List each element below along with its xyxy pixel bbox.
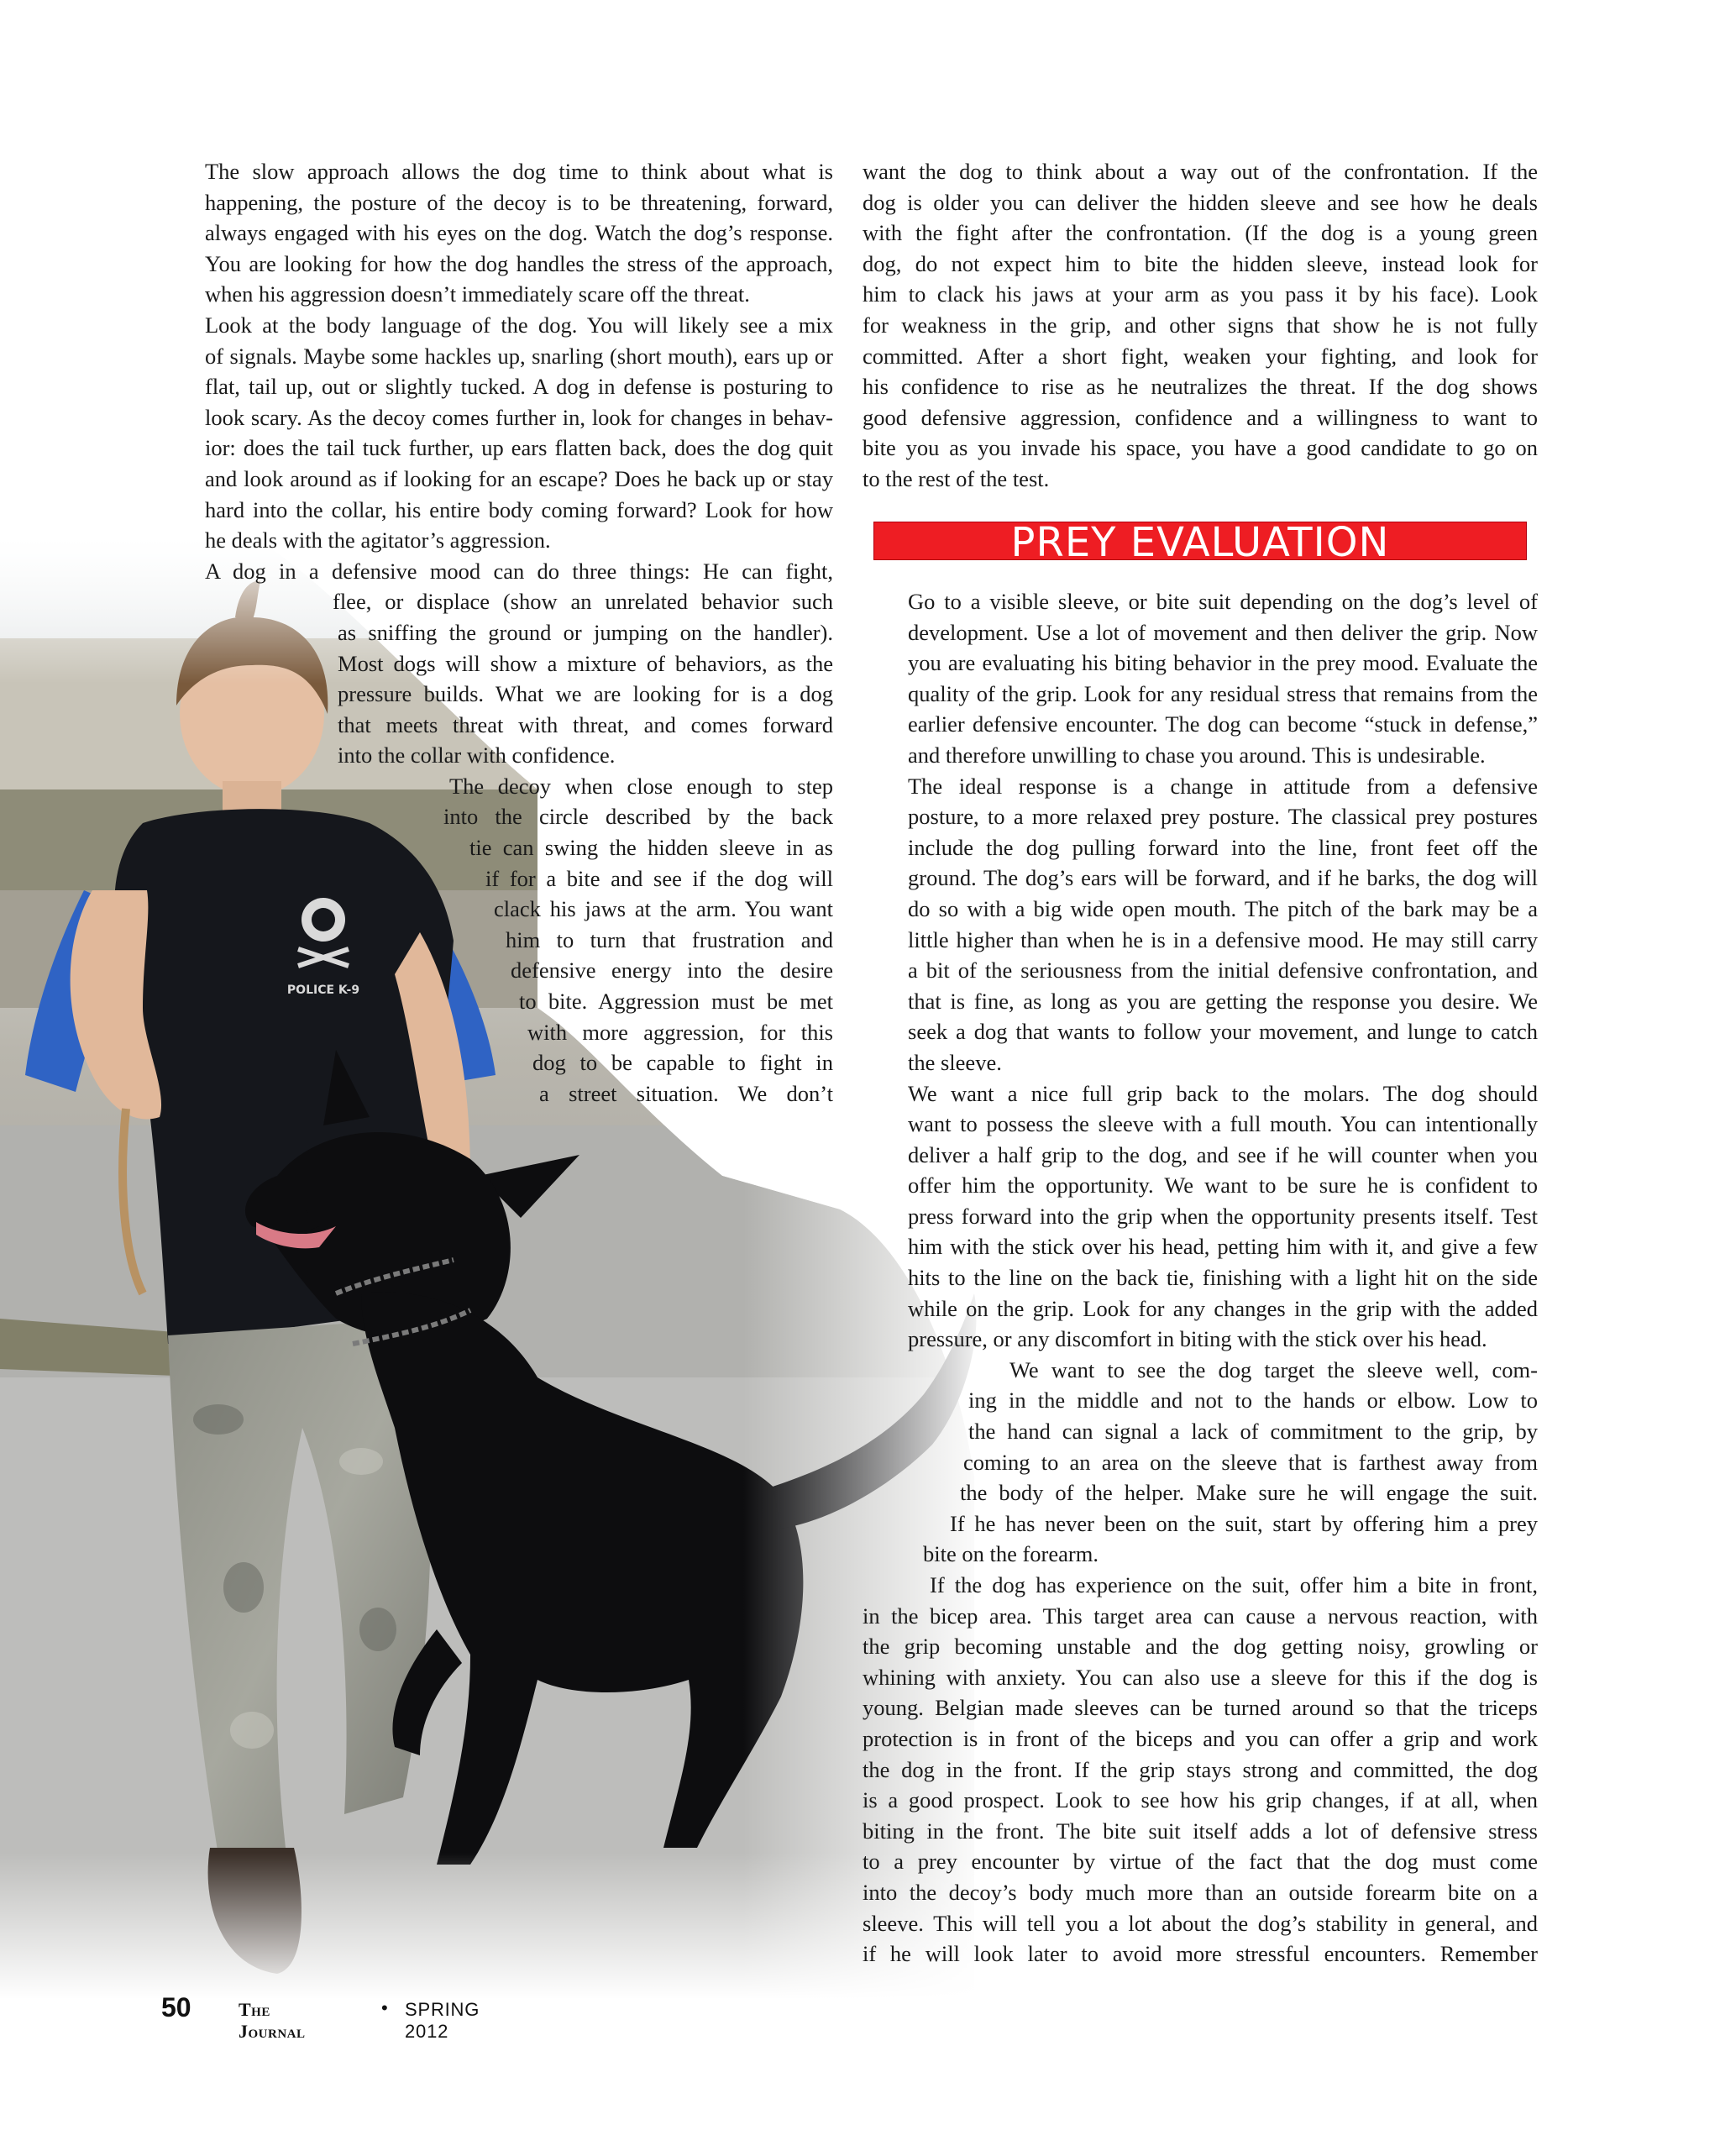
- text-line: into the collar with confidence.: [338, 742, 616, 769]
- text-line: with more aggression, for this: [527, 1019, 833, 1045]
- text-line: posture, to a more relaxed prey posture. The classical prey postures: [908, 804, 1538, 830]
- text-line: A dog in a defensive mood can do three things: He can fight,: [205, 558, 833, 584]
- text-line: The slow approach allows the dog time to think about what is: [205, 159, 833, 184]
- text-line: happening, the posture of the decoy is to be threatening, forward,: [205, 189, 833, 215]
- text-line: ing in the middle and not to the hands or elbow. Low to: [968, 1387, 1538, 1414]
- text-line: into the decoy’s body much more than an outside forearm bite on a: [863, 1879, 1538, 1905]
- text-line: and look around as if looking for an escape? Does he back up or stay: [205, 465, 833, 491]
- text-line: with the fight after the confrontation. (If the dog is a young green: [863, 220, 1538, 246]
- text-line: the sleeve.: [908, 1049, 1002, 1075]
- text-line: into the circle described by the back: [443, 804, 833, 830]
- text-line: to bite. Aggression must be met: [519, 989, 833, 1015]
- text-line: flee, or displace (show an unrelated behavior such: [333, 589, 833, 615]
- text-line: defensive energy into the desire: [511, 957, 833, 984]
- text-line: Most dogs will show a mixture of behaviors, as the: [338, 650, 833, 676]
- text-line: clack his jaws at the arm. You want: [494, 896, 833, 922]
- text-line: while on the grip. Look for any changes in the grip with the added: [908, 1295, 1538, 1321]
- text-line: seek a dog that wants to follow your movement, and lunge to catch: [908, 1019, 1538, 1045]
- right-paragraph-6: [863, 1570, 1538, 1970]
- text-line: want the dog to think about a way out of the confrontation. If the: [863, 159, 1538, 184]
- text-line: quality of the grip. Look for any residual stress that remains from the: [908, 680, 1538, 706]
- text-line: committed. After a short fight, weaken your fighting, and look for: [863, 343, 1538, 369]
- text-line: dog, do not expect him to bite the hidden sleeve, instead look for: [863, 250, 1538, 276]
- left-column: [160, 156, 833, 1109]
- text-line: good defensive aggression, confidence and a willingness to want to: [863, 404, 1538, 430]
- text-line: flat, tail up, out or slightly tucked. A dog in defense is posturing to: [205, 374, 833, 400]
- text-line: whining with anxiety. You can also use a sleeve for this if the dog is: [863, 1664, 1538, 1690]
- text-line: and therefore unwilling to chase you around. This is undesirable.: [908, 742, 1486, 768]
- right-column: [863, 156, 1538, 495]
- right-paragraph-1: [863, 156, 1538, 495]
- text-line: as sniffing the ground or jumping on the handler).: [338, 619, 833, 645]
- text-line: earlier defensive encounter. The dog can become “stuck in defense,”: [908, 711, 1538, 737]
- text-line: hard into the collar, his entire body coming forward? Look for how: [205, 496, 833, 522]
- text-line: tie can swing the hidden sleeve in as: [469, 835, 833, 861]
- text-line: sleeve. This will tell you a lot about the dog’s stability in general, and: [863, 1910, 1538, 1936]
- text-line: the dog in the front. If the grip stays strong and committed, the dog: [863, 1756, 1538, 1782]
- text-line: biting in the front. The bite suit itself adds a lot of defensive stress: [863, 1818, 1538, 1844]
- text-line: if he will look later to avoid more stressful encounters. Remember: [863, 1941, 1538, 1967]
- page-number: 50: [161, 1992, 191, 2022]
- issue-season: SPRING 2012: [405, 1999, 480, 2042]
- text-line: the grip becoming unstable and the dog getting noisy, growling or: [863, 1634, 1538, 1660]
- text-line: his confidence to rise as he neutralizes the threat. If the dog shows: [863, 374, 1538, 400]
- text-line: want to possess the sleeve with a full mouth. You can intentionally: [908, 1111, 1538, 1137]
- right-column-lower: [863, 586, 1538, 1970]
- text-line: a bit of the seriousness from the initial defensive confrontation, and: [908, 957, 1538, 984]
- text-line: when his aggression doesn’t immediately scare off the threat.: [205, 281, 750, 307]
- text-line: that is fine, as long as you are getting the response you desire. We: [908, 988, 1538, 1014]
- text-line: include the dog pulling forward into the line, front feet off the: [908, 834, 1538, 860]
- text-line: to the rest of the test.: [863, 465, 1050, 491]
- text-line: the body of the helper. Make sure he will engage the suit.: [960, 1480, 1538, 1506]
- text-line: press forward into the grip when the opportunity presents itself. Test: [908, 1203, 1538, 1229]
- text-line: little higher than when he is in a defensive mood. He may still carry: [908, 926, 1538, 952]
- text-line: coming to an area on the sleeve that is farthest away from: [963, 1449, 1538, 1475]
- text-line: If the dog has experience on the suit, offer him a bite in front,: [930, 1572, 1538, 1597]
- text-line: he deals with the agitator’s aggression.: [205, 527, 551, 553]
- text-line: him with the stick over his head, petting him with it, and give a few: [908, 1234, 1538, 1260]
- text-line: pressure, or any discomfort in biting with the stick over his head.: [908, 1326, 1487, 1352]
- text-line: development. Use a lot of movement and then deliver the grip. Now: [908, 619, 1538, 645]
- left-paragraph-4: [160, 771, 833, 1109]
- text-line: If he has never been on the suit, start by offering him a prey: [950, 1510, 1538, 1536]
- text-line: We want a nice full grip back to the molars. The dog should: [908, 1080, 1538, 1106]
- text-line: him to turn that frustration and: [506, 926, 833, 952]
- text-line: We want to see the dog target the sleeve well, com-: [1009, 1356, 1538, 1382]
- right-paragraph-3: [863, 771, 1538, 1078]
- text-line: is a good prospect. Look to see how his grip changes, if at all, when: [863, 1787, 1538, 1813]
- section-heading-text: PREY EVALUATION: [1010, 519, 1390, 566]
- text-line: him to clack his jaws at your arm as you pass it by his face). Look: [863, 281, 1538, 307]
- text-line: protection is in front of the biceps and you can offer a grip and work: [863, 1725, 1538, 1751]
- text-line: The decoy when close enough to step: [449, 773, 833, 799]
- left-paragraph-2: [160, 310, 833, 556]
- text-line: You are looking for how the dog handles the stress of the approach,: [205, 250, 833, 276]
- text-line: hits to the line on the back tie, finishing with a light hit on the side: [908, 1265, 1538, 1291]
- text-line: in the bicep area. This target area can cause a nervous reaction, with: [863, 1603, 1538, 1629]
- publication-name: The Journal: [239, 1999, 306, 2042]
- left-paragraph-1: [160, 156, 833, 310]
- text-line: Go to a visible sleeve, or bite suit depending on the dog’s level of: [908, 589, 1538, 614]
- text-line: bite you as you invade his space, you have a good candidate to go on: [863, 435, 1538, 461]
- text-line: ior: does the tail tuck further, up ears flatten back, does the dog quit: [205, 435, 833, 461]
- text-line: for weakness in the grip, and other signs that show he is not fully: [863, 312, 1538, 338]
- text-line: The ideal response is a change in attitude from a defensive: [908, 773, 1538, 799]
- text-line: always engaged with his eyes on the dog. Watch the dog’s response.: [205, 220, 833, 246]
- right-paragraph-4: [863, 1078, 1538, 1355]
- text-line: that meets threat with threat, and comes forward: [338, 711, 833, 737]
- footer-separator: •: [381, 1997, 388, 2018]
- text-line: you are evaluating his biting behavior in the prey mood. Evaluate the: [908, 650, 1538, 676]
- text-line: bite on the forearm.: [923, 1541, 1099, 1567]
- text-line: a street situation. We don’t: [539, 1080, 833, 1106]
- text-line: if for a bite and see if the dog will: [485, 865, 833, 891]
- text-line: Look at the body language of the dog. You will likely see a mix: [205, 312, 833, 338]
- text-line: to a prey encounter by virtue of the fact that the dog must come: [863, 1849, 1538, 1875]
- right-paragraph-2: [863, 586, 1538, 771]
- right-paragraph-5: [863, 1355, 1538, 1570]
- text-line: ground. The dog’s ears will be forward, and if he barks, the dog will: [908, 865, 1538, 891]
- text-line: the hand can signal a lack of commitment to the grip, by: [968, 1419, 1538, 1445]
- text-line: look scary. As the decoy comes further in, look for changes in behav-: [205, 404, 833, 430]
- text-line: offer him the opportunity. We want to be sure he is confident to: [908, 1172, 1538, 1199]
- text-line: pressure builds. What we are looking for is a dog: [338, 681, 833, 707]
- text-line: deliver a half grip to the dog, and see if he will counter when you: [908, 1141, 1538, 1167]
- text-line: dog is older you can deliver the hidden sleeve and see how he deals: [863, 189, 1538, 215]
- text-line: dog to be capable to fight in: [532, 1050, 833, 1076]
- text-line: young. Belgian made sleeves can be turned around so that the triceps: [863, 1695, 1538, 1721]
- text-line: of signals. Maybe some hackles up, snarling (short mouth), ears up or: [205, 343, 833, 369]
- prey-evaluation-heading: [873, 519, 1527, 566]
- text-line: do so with a big wide open mouth. The pitch of the bark may be a: [908, 895, 1538, 921]
- left-paragraph-3: [160, 556, 833, 771]
